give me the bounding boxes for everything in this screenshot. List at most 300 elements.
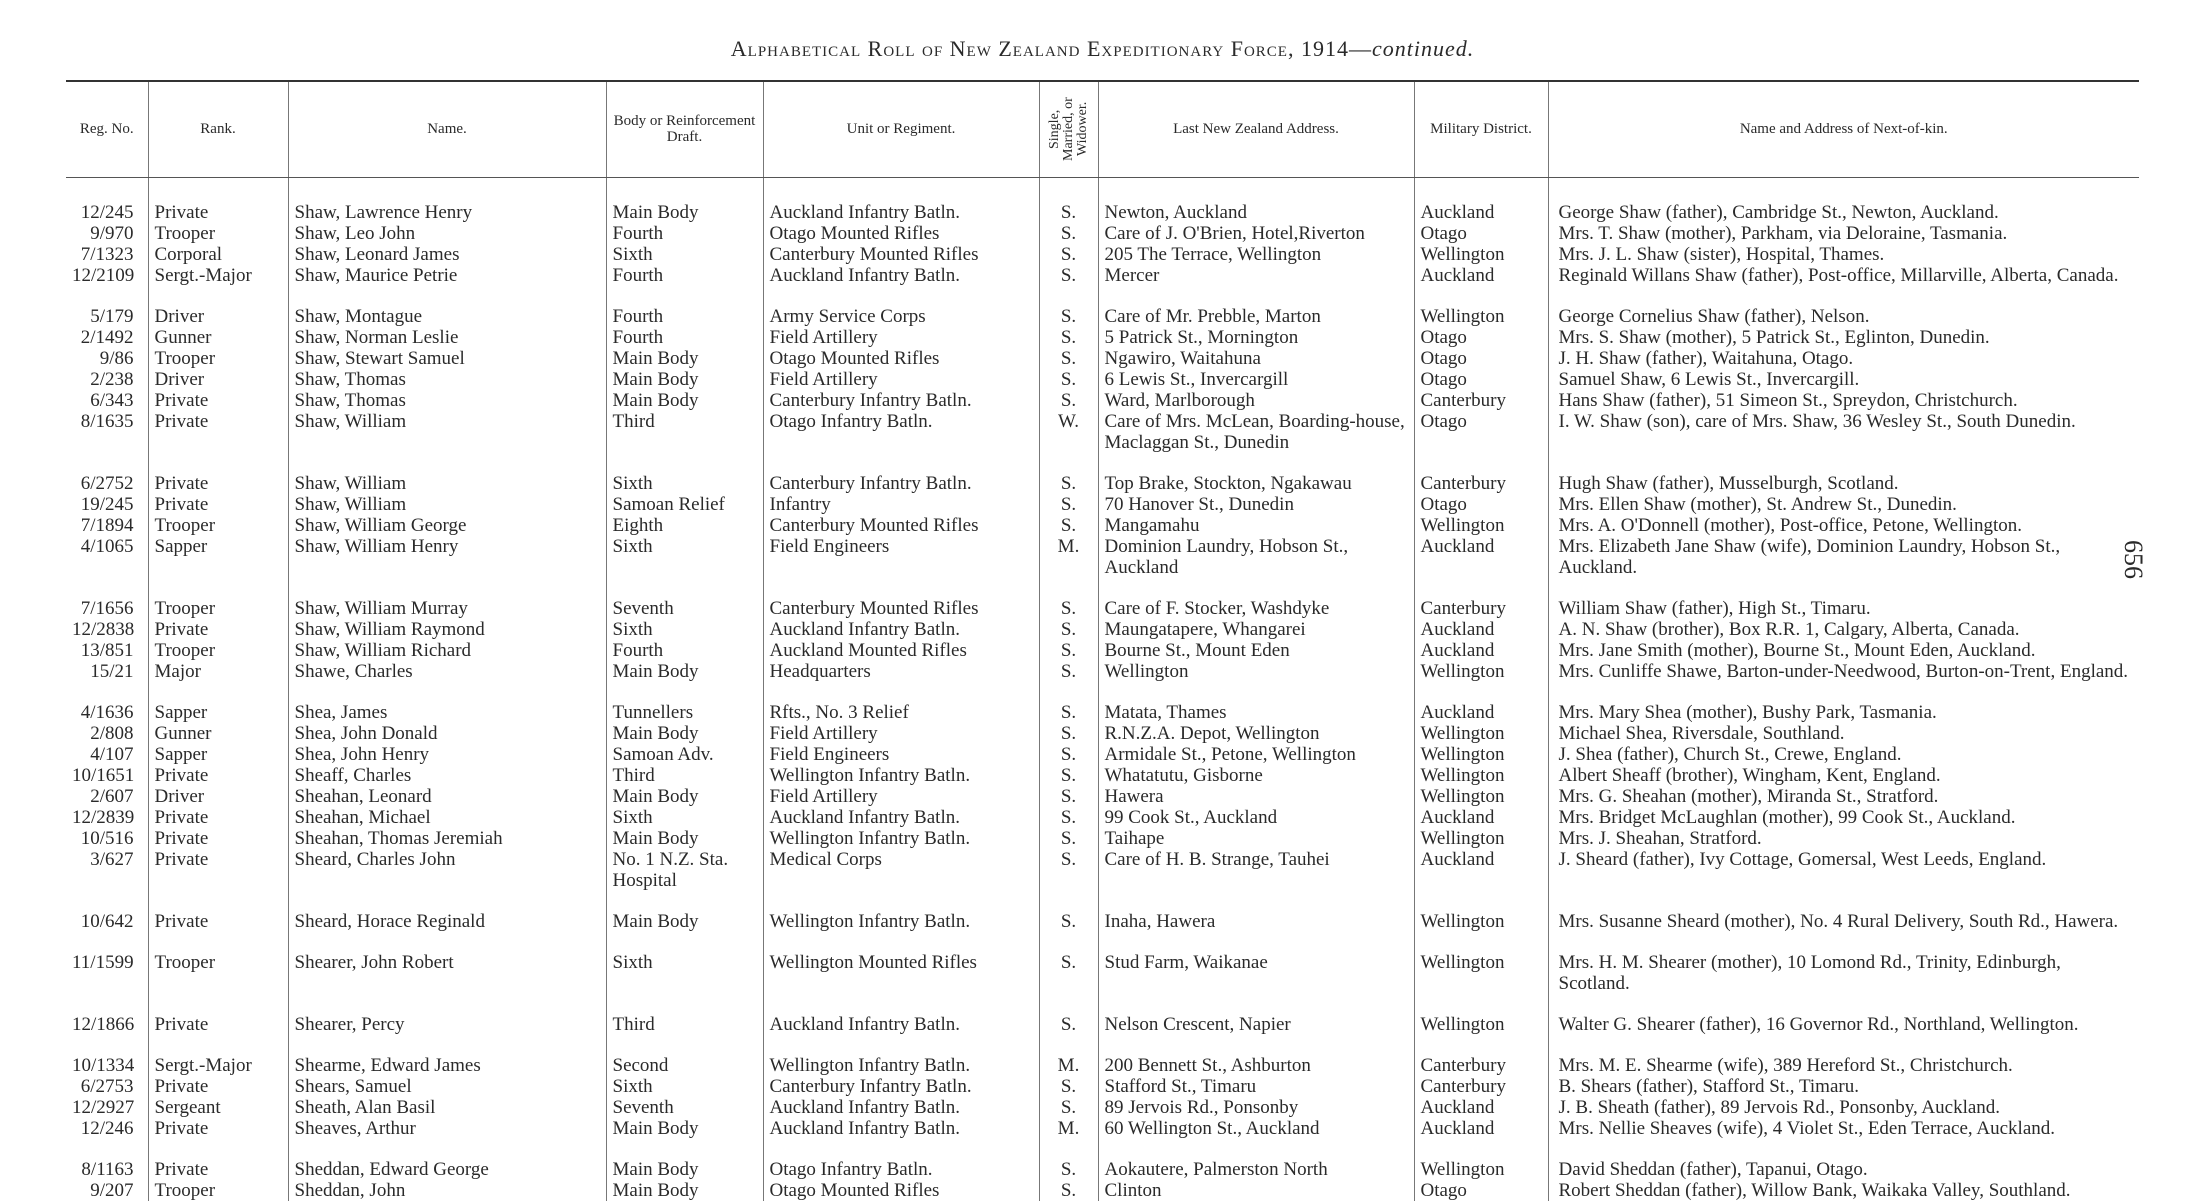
cell-address: Clinton — [1098, 1180, 1414, 1201]
cell-body: Fourth — [606, 223, 763, 244]
table-row — [66, 411, 2139, 453]
cell-reg-no: 7/1323 — [80, 243, 134, 265]
cell-unit: Canterbury Mounted Rifles — [763, 515, 1039, 536]
cell-name: Shaw, William — [288, 411, 606, 453]
cell-unit: Field Artillery — [763, 723, 1039, 744]
cell-address: Inaha, Hawera — [1098, 891, 1414, 932]
cell-kin: Reginald Willans Shaw (father), Post-office, Millarville, Alberta, Canada. — [1548, 265, 2139, 286]
cell-address: Stafford St., Timaru — [1098, 1076, 1414, 1097]
cell-body: Fourth — [606, 327, 763, 348]
cell-rank: Private — [148, 891, 288, 932]
cell-name: Sheahan, Michael — [288, 807, 606, 828]
cell-reg-no: 6/2752 — [80, 472, 134, 494]
table-row — [66, 494, 2139, 515]
cell-kin: Samuel Shaw, 6 Lewis St., Invercargill. — [1548, 369, 2139, 390]
cell-rank: Trooper — [148, 1180, 288, 1201]
cell-kin: Mrs. Jane Smith (mother), Bourne St., Mount Eden, Auckland. — [1548, 640, 2139, 661]
cell-name: Shaw, Thomas — [288, 369, 606, 390]
cell-district: Wellington — [1414, 765, 1548, 786]
cell-body: Sixth — [606, 807, 763, 828]
cell-body: No. 1 N.Z. Sta. Hospital — [606, 849, 763, 891]
cell-reg-no: 13/851 — [80, 639, 134, 661]
cell-kin: Robert Sheddan (father), Willow Bank, Waikaka Valley, Southland. — [1548, 1180, 2139, 1201]
cell-name: Shaw, William — [288, 494, 606, 515]
cell-name: Sheard, Horace Reginald — [288, 891, 606, 932]
cell-marital: S. — [1039, 244, 1098, 265]
cell-name: Shaw, Norman Leslie — [288, 327, 606, 348]
cell-kin: B. Shears (father), Stafford St., Timaru. — [1548, 1076, 2139, 1097]
cell-marital: S. — [1039, 1097, 1098, 1118]
table-row — [66, 348, 2139, 369]
cell-unit: Rfts., No. 3 Relief — [763, 682, 1039, 723]
cell-address: Stud Farm, Waikanae — [1098, 932, 1414, 994]
cell-body: Main Body — [606, 348, 763, 369]
table-row — [66, 932, 2139, 994]
cell-address: Newton, Auckland — [1098, 202, 1414, 223]
cell-name: Shawe, Charles — [288, 661, 606, 682]
table-row — [66, 661, 2139, 682]
table-row — [66, 223, 2139, 244]
cell-address: 99 Cook St., Auckland — [1098, 807, 1414, 828]
cell-unit: Auckland Mounted Rifles — [763, 640, 1039, 661]
cell-name: Shearme, Edward James — [288, 1035, 606, 1076]
cell-reg-no: 2/238 — [90, 368, 134, 390]
cell-district: Wellington — [1414, 244, 1548, 265]
cell-rank: Driver — [148, 786, 288, 807]
cell-body: Main Body — [606, 1139, 763, 1180]
cell-rank: Driver — [148, 286, 288, 327]
cell-district: Otago — [1414, 411, 1548, 453]
cell-rank: Major — [148, 661, 288, 682]
cell-unit: Auckland Infantry Batln. — [763, 265, 1039, 286]
cell-body: Main Body — [606, 369, 763, 390]
cell-reg-no: 15/21 — [90, 660, 134, 682]
cell-rank: Private — [148, 202, 288, 223]
cell-marital: S. — [1039, 515, 1098, 536]
cell-marital: W. — [1039, 411, 1098, 453]
cell-rank: Private — [148, 390, 288, 411]
cell-unit: Otago Mounted Rifles — [763, 1180, 1039, 1201]
cell-body: Seventh — [606, 578, 763, 619]
cell-name: Shearer, John Robert — [288, 932, 606, 994]
table-row — [66, 891, 2139, 932]
cell-rank: Private — [148, 807, 288, 828]
cell-district: Wellington — [1414, 515, 1548, 536]
cell-kin: Hugh Shaw (father), Musselburgh, Scotland. — [1548, 453, 2139, 494]
cell-unit: Otago Mounted Rifles — [763, 348, 1039, 369]
cell-reg-no: 8/1635 — [80, 410, 134, 432]
cell-address: Nelson Crescent, Napier — [1098, 994, 1414, 1035]
cell-unit: Auckland Infantry Batln. — [763, 1118, 1039, 1139]
cell-reg-no: 12/2838 — [72, 618, 135, 640]
cell-unit: Wellington Infantry Batln. — [763, 1035, 1039, 1076]
cell-unit: Wellington Mounted Rifles — [763, 932, 1039, 994]
cell-name: Shaw, William Richard — [288, 640, 606, 661]
cell-district: Canterbury — [1414, 1076, 1548, 1097]
cell-kin: Mrs. Elizabeth Jane Shaw (wife), Dominion Laundry, Hobson St., Auckland. — [1548, 536, 2139, 578]
cell-marital: S. — [1039, 348, 1098, 369]
table-row — [66, 369, 2139, 390]
cell-kin: J. Shea (father), Church St., Crewe, England. — [1548, 744, 2139, 765]
cell-address: Care of F. Stocker, Washdyke — [1098, 578, 1414, 619]
table-row — [66, 682, 2139, 723]
cell-marital: S. — [1039, 619, 1098, 640]
cell-address: Top Brake, Stockton, Ngakawau — [1098, 453, 1414, 494]
cell-district: Otago — [1414, 327, 1548, 348]
cell-name: Shaw, William Raymond — [288, 619, 606, 640]
cell-name: Shaw, Maurice Petrie — [288, 265, 606, 286]
header-rank: Rank. — [148, 81, 288, 177]
cell-address: Care of J. O'Brien, Hotel,Riverton — [1098, 223, 1414, 244]
cell-rank: Private — [148, 453, 288, 494]
cell-reg-no: 7/1894 — [80, 514, 134, 536]
cell-address: 70 Hanover St., Dunedin — [1098, 494, 1414, 515]
cell-kin: J. B. Sheath (father), 89 Jervois Rd., Ponsonby, Auckland. — [1548, 1097, 2139, 1118]
table-row — [66, 327, 2139, 348]
cell-marital: S. — [1039, 265, 1098, 286]
cell-name: Shaw, Leo John — [288, 223, 606, 244]
cell-reg-no: 2/808 — [90, 722, 134, 744]
cell-name: Shearer, Percy — [288, 994, 606, 1035]
cell-district: Auckland — [1414, 619, 1548, 640]
spacer-row — [66, 177, 2139, 202]
cell-address: 6 Lewis St., Invercargill — [1098, 369, 1414, 390]
header-name: Name. — [288, 81, 606, 177]
cell-marital: S. — [1039, 682, 1098, 723]
cell-reg-no: 10/1651 — [72, 764, 135, 786]
cell-kin: Mrs. J. Sheahan, Stratford. — [1548, 828, 2139, 849]
cell-reg-no: 10/642 — [80, 910, 134, 932]
cell-body: Third — [606, 411, 763, 453]
cell-rank: Private — [148, 411, 288, 453]
cell-kin: Albert Sheaff (brother), Wingham, Kent, England. — [1548, 765, 2139, 786]
cell-kin: Mrs. J. L. Shaw (sister), Hospital, Thames. — [1548, 244, 2139, 265]
header-marital-text: Single, Married, or Widower. — [1046, 97, 1090, 162]
cell-district: Auckland — [1414, 640, 1548, 661]
table-row — [66, 786, 2139, 807]
cell-unit: Otago Infantry Batln. — [763, 1139, 1039, 1180]
cell-address: Maungatapere, Whangarei — [1098, 619, 1414, 640]
page-title — [0, 36, 2205, 62]
cell-district: Wellington — [1414, 723, 1548, 744]
cell-address: 205 The Terrace, Wellington — [1098, 244, 1414, 265]
cell-name: Sheaff, Charles — [288, 765, 606, 786]
cell-body: Main Body — [606, 1180, 763, 1201]
cell-body: Main Body — [606, 891, 763, 932]
cell-district: Wellington — [1414, 286, 1548, 327]
cell-kin: George Shaw (father), Cambridge St., Newton, Auckland. — [1548, 202, 2139, 223]
cell-address: Bourne St., Mount Eden — [1098, 640, 1414, 661]
table-row — [66, 453, 2139, 494]
cell-marital: S. — [1039, 453, 1098, 494]
cell-unit: Otago Infantry Batln. — [763, 411, 1039, 453]
table-row — [66, 807, 2139, 828]
cell-body: Fourth — [606, 265, 763, 286]
cell-kin: Mrs. A. O'Donnell (mother), Post-office, Petone, Wellington. — [1548, 515, 2139, 536]
cell-reg-no: 7/1656 — [80, 597, 134, 619]
cell-unit: Auckland Infantry Batln. — [763, 807, 1039, 828]
cell-rank: Private — [148, 494, 288, 515]
page-number: 656 — [2119, 540, 2148, 579]
cell-rank: Trooper — [148, 932, 288, 994]
header-kin: Name and Address of Next-of-kin. — [1548, 81, 2139, 177]
cell-reg-no: 4/107 — [90, 743, 134, 765]
cell-body: Main Body — [606, 202, 763, 223]
cell-name: Sheath, Alan Basil — [288, 1097, 606, 1118]
cell-name: Shaw, William Henry — [288, 536, 606, 578]
cell-body: Main Body — [606, 661, 763, 682]
cell-reg-no: 10/1334 — [72, 1054, 135, 1076]
cell-reg-no: 19/245 — [80, 493, 134, 515]
cell-address: Mangamahu — [1098, 515, 1414, 536]
cell-unit: Canterbury Mounted Rifles — [763, 578, 1039, 619]
cell-body: Main Body — [606, 723, 763, 744]
cell-kin: Mrs. H. M. Shearer (mother), 10 Lomond Rd., Trinity, Edinburgh, Scotland. — [1548, 932, 2139, 994]
cell-marital: M. — [1039, 1035, 1098, 1076]
cell-kin: Mrs. Mary Shea (mother), Bushy Park, Tasmania. — [1548, 682, 2139, 723]
cell-rank: Sapper — [148, 682, 288, 723]
table-row — [66, 1097, 2139, 1118]
header-unit: Unit or Regiment. — [763, 81, 1039, 177]
cell-district: Otago — [1414, 1180, 1548, 1201]
cell-name: Sheahan, Leonard — [288, 786, 606, 807]
table-row — [66, 202, 2139, 223]
cell-rank: Private — [148, 828, 288, 849]
cell-unit: Otago Mounted Rifles — [763, 223, 1039, 244]
cell-address: Taihape — [1098, 828, 1414, 849]
cell-body: Sixth — [606, 1076, 763, 1097]
cell-reg-no: 2/1492 — [80, 326, 134, 348]
cell-name: Sheahan, Thomas Jeremiah — [288, 828, 606, 849]
cell-address: Whatatutu, Gisborne — [1098, 765, 1414, 786]
cell-kin: Mrs. Nellie Sheaves (wife), 4 Violet St., Eden Terrace, Auckland. — [1548, 1118, 2139, 1139]
cell-name: Sheard, Charles John — [288, 849, 606, 891]
cell-rank: Trooper — [148, 223, 288, 244]
table-row — [66, 578, 2139, 619]
cell-reg-no: 10/516 — [80, 827, 134, 849]
cell-body: Sixth — [606, 244, 763, 265]
cell-marital: S. — [1039, 1139, 1098, 1180]
cell-address: Ward, Marlborough — [1098, 390, 1414, 411]
cell-address: Care of Mrs. McLean, Boarding-house, Maclaggan St., Dunedin — [1098, 411, 1414, 453]
cell-district: Auckland — [1414, 536, 1548, 578]
cell-address: Armidale St., Petone, Wellington — [1098, 744, 1414, 765]
cell-marital: S. — [1039, 891, 1098, 932]
cell-unit: Field Artillery — [763, 369, 1039, 390]
cell-name: Shea, James — [288, 682, 606, 723]
cell-reg-no: 12/245 — [80, 201, 134, 223]
cell-reg-no: 9/86 — [99, 347, 134, 369]
table-row — [66, 640, 2139, 661]
cell-rank: Gunner — [148, 723, 288, 744]
cell-district: Auckland — [1414, 849, 1548, 891]
cell-reg-no: 5/179 — [90, 305, 134, 327]
cell-reg-no: 6/343 — [90, 389, 134, 411]
cell-rank: Driver — [148, 369, 288, 390]
cell-unit: Headquarters — [763, 661, 1039, 682]
cell-rank: Private — [148, 1139, 288, 1180]
cell-district: Canterbury — [1414, 453, 1548, 494]
cell-address: Wellington — [1098, 661, 1414, 682]
table-row — [66, 1180, 2139, 1201]
table-row — [66, 390, 2139, 411]
cell-rank: Trooper — [148, 348, 288, 369]
table-row — [66, 765, 2139, 786]
table-row — [66, 619, 2139, 640]
cell-body: Main Body — [606, 786, 763, 807]
roll-body — [66, 177, 2139, 1201]
cell-unit: Canterbury Infantry Batln. — [763, 1076, 1039, 1097]
cell-unit: Canterbury Mounted Rifles — [763, 244, 1039, 265]
cell-rank: Private — [148, 765, 288, 786]
table-row — [66, 1118, 2139, 1139]
cell-address: 200 Bennett St., Ashburton — [1098, 1035, 1414, 1076]
cell-body: Main Body — [606, 1118, 763, 1139]
cell-marital: S. — [1039, 390, 1098, 411]
cell-name: Sheddan, John — [288, 1180, 606, 1201]
cell-marital: S. — [1039, 494, 1098, 515]
cell-name: Shaw, William Murray — [288, 578, 606, 619]
cell-address: Matata, Thames — [1098, 682, 1414, 723]
cell-marital: S. — [1039, 828, 1098, 849]
header-body: Body or Reinforcement Draft. — [606, 81, 763, 177]
cell-body: Fourth — [606, 640, 763, 661]
cell-address: Care of Mr. Prebble, Marton — [1098, 286, 1414, 327]
cell-body: Seventh — [606, 1097, 763, 1118]
header-address: Last New Zealand Address. — [1098, 81, 1414, 177]
cell-district: Wellington — [1414, 994, 1548, 1035]
cell-district: Auckland — [1414, 1118, 1548, 1139]
cell-marital: S. — [1039, 286, 1098, 327]
cell-kin: Mrs. Susanne Sheard (mother), No. 4 Rural Delivery, South Rd., Hawera. — [1548, 891, 2139, 932]
cell-name: Shea, John Henry — [288, 744, 606, 765]
cell-district: Wellington — [1414, 661, 1548, 682]
cell-unit: Wellington Infantry Batln. — [763, 828, 1039, 849]
cell-address: Mercer — [1098, 265, 1414, 286]
header-marital — [1039, 81, 1098, 177]
cell-reg-no: 4/1065 — [80, 535, 134, 557]
cell-reg-no: 2/607 — [90, 785, 134, 807]
cell-unit: Wellington Infantry Batln. — [763, 891, 1039, 932]
cell-name: Shears, Samuel — [288, 1076, 606, 1097]
cell-rank: Sergt.-Major — [148, 1035, 288, 1076]
header-row — [66, 81, 2139, 177]
cell-unit: Canterbury Infantry Batln. — [763, 453, 1039, 494]
cell-unit: Auckland Infantry Batln. — [763, 202, 1039, 223]
table-row — [66, 286, 2139, 327]
cell-marital: S. — [1039, 765, 1098, 786]
cell-marital: S. — [1039, 661, 1098, 682]
cell-rank: Gunner — [148, 327, 288, 348]
cell-unit: Auckland Infantry Batln. — [763, 619, 1039, 640]
cell-kin: I. W. Shaw (son), care of Mrs. Shaw, 36 Wesley St., South Dunedin. — [1548, 411, 2139, 453]
cell-rank: Private — [148, 619, 288, 640]
cell-name: Shaw, Stewart Samuel — [288, 348, 606, 369]
table-row — [66, 1139, 2139, 1180]
cell-reg-no: 8/1163 — [81, 1158, 134, 1180]
table-row — [66, 849, 2139, 891]
cell-address: Dominion Laundry, Hobson St., Auckland — [1098, 536, 1414, 578]
table-row — [66, 828, 2139, 849]
cell-rank: Sapper — [148, 536, 288, 578]
cell-marital: S. — [1039, 578, 1098, 619]
cell-marital: S. — [1039, 849, 1098, 891]
cell-body: Second — [606, 1035, 763, 1076]
header-reg-no: Reg. No. — [66, 81, 148, 177]
cell-district: Otago — [1414, 494, 1548, 515]
cell-address: Care of H. B. Strange, Tauhei — [1098, 849, 1414, 891]
table-row — [66, 723, 2139, 744]
cell-district: Wellington — [1414, 932, 1548, 994]
cell-name: Shaw, Lawrence Henry — [288, 202, 606, 223]
cell-address: R.N.Z.A. Depot, Wellington — [1098, 723, 1414, 744]
cell-district: Otago — [1414, 369, 1548, 390]
cell-kin: William Shaw (father), High St., Timaru. — [1548, 578, 2139, 619]
cell-rank: Private — [148, 994, 288, 1035]
cell-marital: S. — [1039, 327, 1098, 348]
cell-reg-no: 9/207 — [90, 1179, 134, 1201]
cell-district: Wellington — [1414, 744, 1548, 765]
roll-table — [66, 80, 2139, 1201]
cell-unit: Field Engineers — [763, 536, 1039, 578]
cell-reg-no: 12/2927 — [72, 1096, 135, 1118]
cell-rank: Trooper — [148, 640, 288, 661]
table-row — [66, 1076, 2139, 1097]
cell-district: Auckland — [1414, 202, 1548, 223]
cell-rank: Trooper — [148, 578, 288, 619]
cell-rank: Sergeant — [148, 1097, 288, 1118]
cell-marital: S. — [1039, 202, 1098, 223]
cell-rank: Corporal — [148, 244, 288, 265]
cell-rank: Private — [148, 1118, 288, 1139]
cell-district: Canterbury — [1414, 578, 1548, 619]
title-main: Alphabetical Roll of New Zealand Expeditionary Force, 1914— — [730, 36, 1372, 61]
cell-district: Wellington — [1414, 891, 1548, 932]
cell-reg-no: 12/2109 — [72, 264, 135, 286]
cell-rank: Private — [148, 849, 288, 891]
cell-body: Main Body — [606, 828, 763, 849]
cell-name: Shaw, Thomas — [288, 390, 606, 411]
cell-kin: Mrs. Ellen Shaw (mother), St. Andrew St., Dunedin. — [1548, 494, 2139, 515]
cell-unit: Field Engineers — [763, 744, 1039, 765]
cell-district: Wellington — [1414, 1139, 1548, 1180]
cell-name: Sheddan, Edward George — [288, 1139, 606, 1180]
cell-name: Sheaves, Arthur — [288, 1118, 606, 1139]
cell-address: Ngawiro, Waitahuna — [1098, 348, 1414, 369]
cell-name: Shea, John Donald — [288, 723, 606, 744]
cell-kin: Mrs. G. Sheahan (mother), Miranda St., Stratford. — [1548, 786, 2139, 807]
cell-marital: S. — [1039, 723, 1098, 744]
cell-address: 5 Patrick St., Mornington — [1098, 327, 1414, 348]
cell-kin: Walter G. Shearer (father), 16 Governor Rd., Northland, Wellington. — [1548, 994, 2139, 1035]
table-row — [66, 744, 2139, 765]
cell-kin: Mrs. Cunliffe Shawe, Barton-under-Needwood, Burton-on-Trent, England. — [1548, 661, 2139, 682]
cell-name: Shaw, Leonard James — [288, 244, 606, 265]
cell-reg-no: 11/1599 — [72, 951, 134, 973]
table-row — [66, 1035, 2139, 1076]
cell-address: Aokautere, Palmerston North — [1098, 1139, 1414, 1180]
header-district: Military District. — [1414, 81, 1548, 177]
cell-district: Auckland — [1414, 265, 1548, 286]
cell-marital: S. — [1039, 744, 1098, 765]
cell-body: Sixth — [606, 536, 763, 578]
cell-kin: George Cornelius Shaw (father), Nelson. — [1548, 286, 2139, 327]
cell-rank: Trooper — [148, 515, 288, 536]
cell-body: Sixth — [606, 932, 763, 994]
cell-district: Canterbury — [1414, 390, 1548, 411]
cell-reg-no: 9/970 — [90, 222, 134, 244]
cell-reg-no: 12/246 — [80, 1117, 134, 1139]
